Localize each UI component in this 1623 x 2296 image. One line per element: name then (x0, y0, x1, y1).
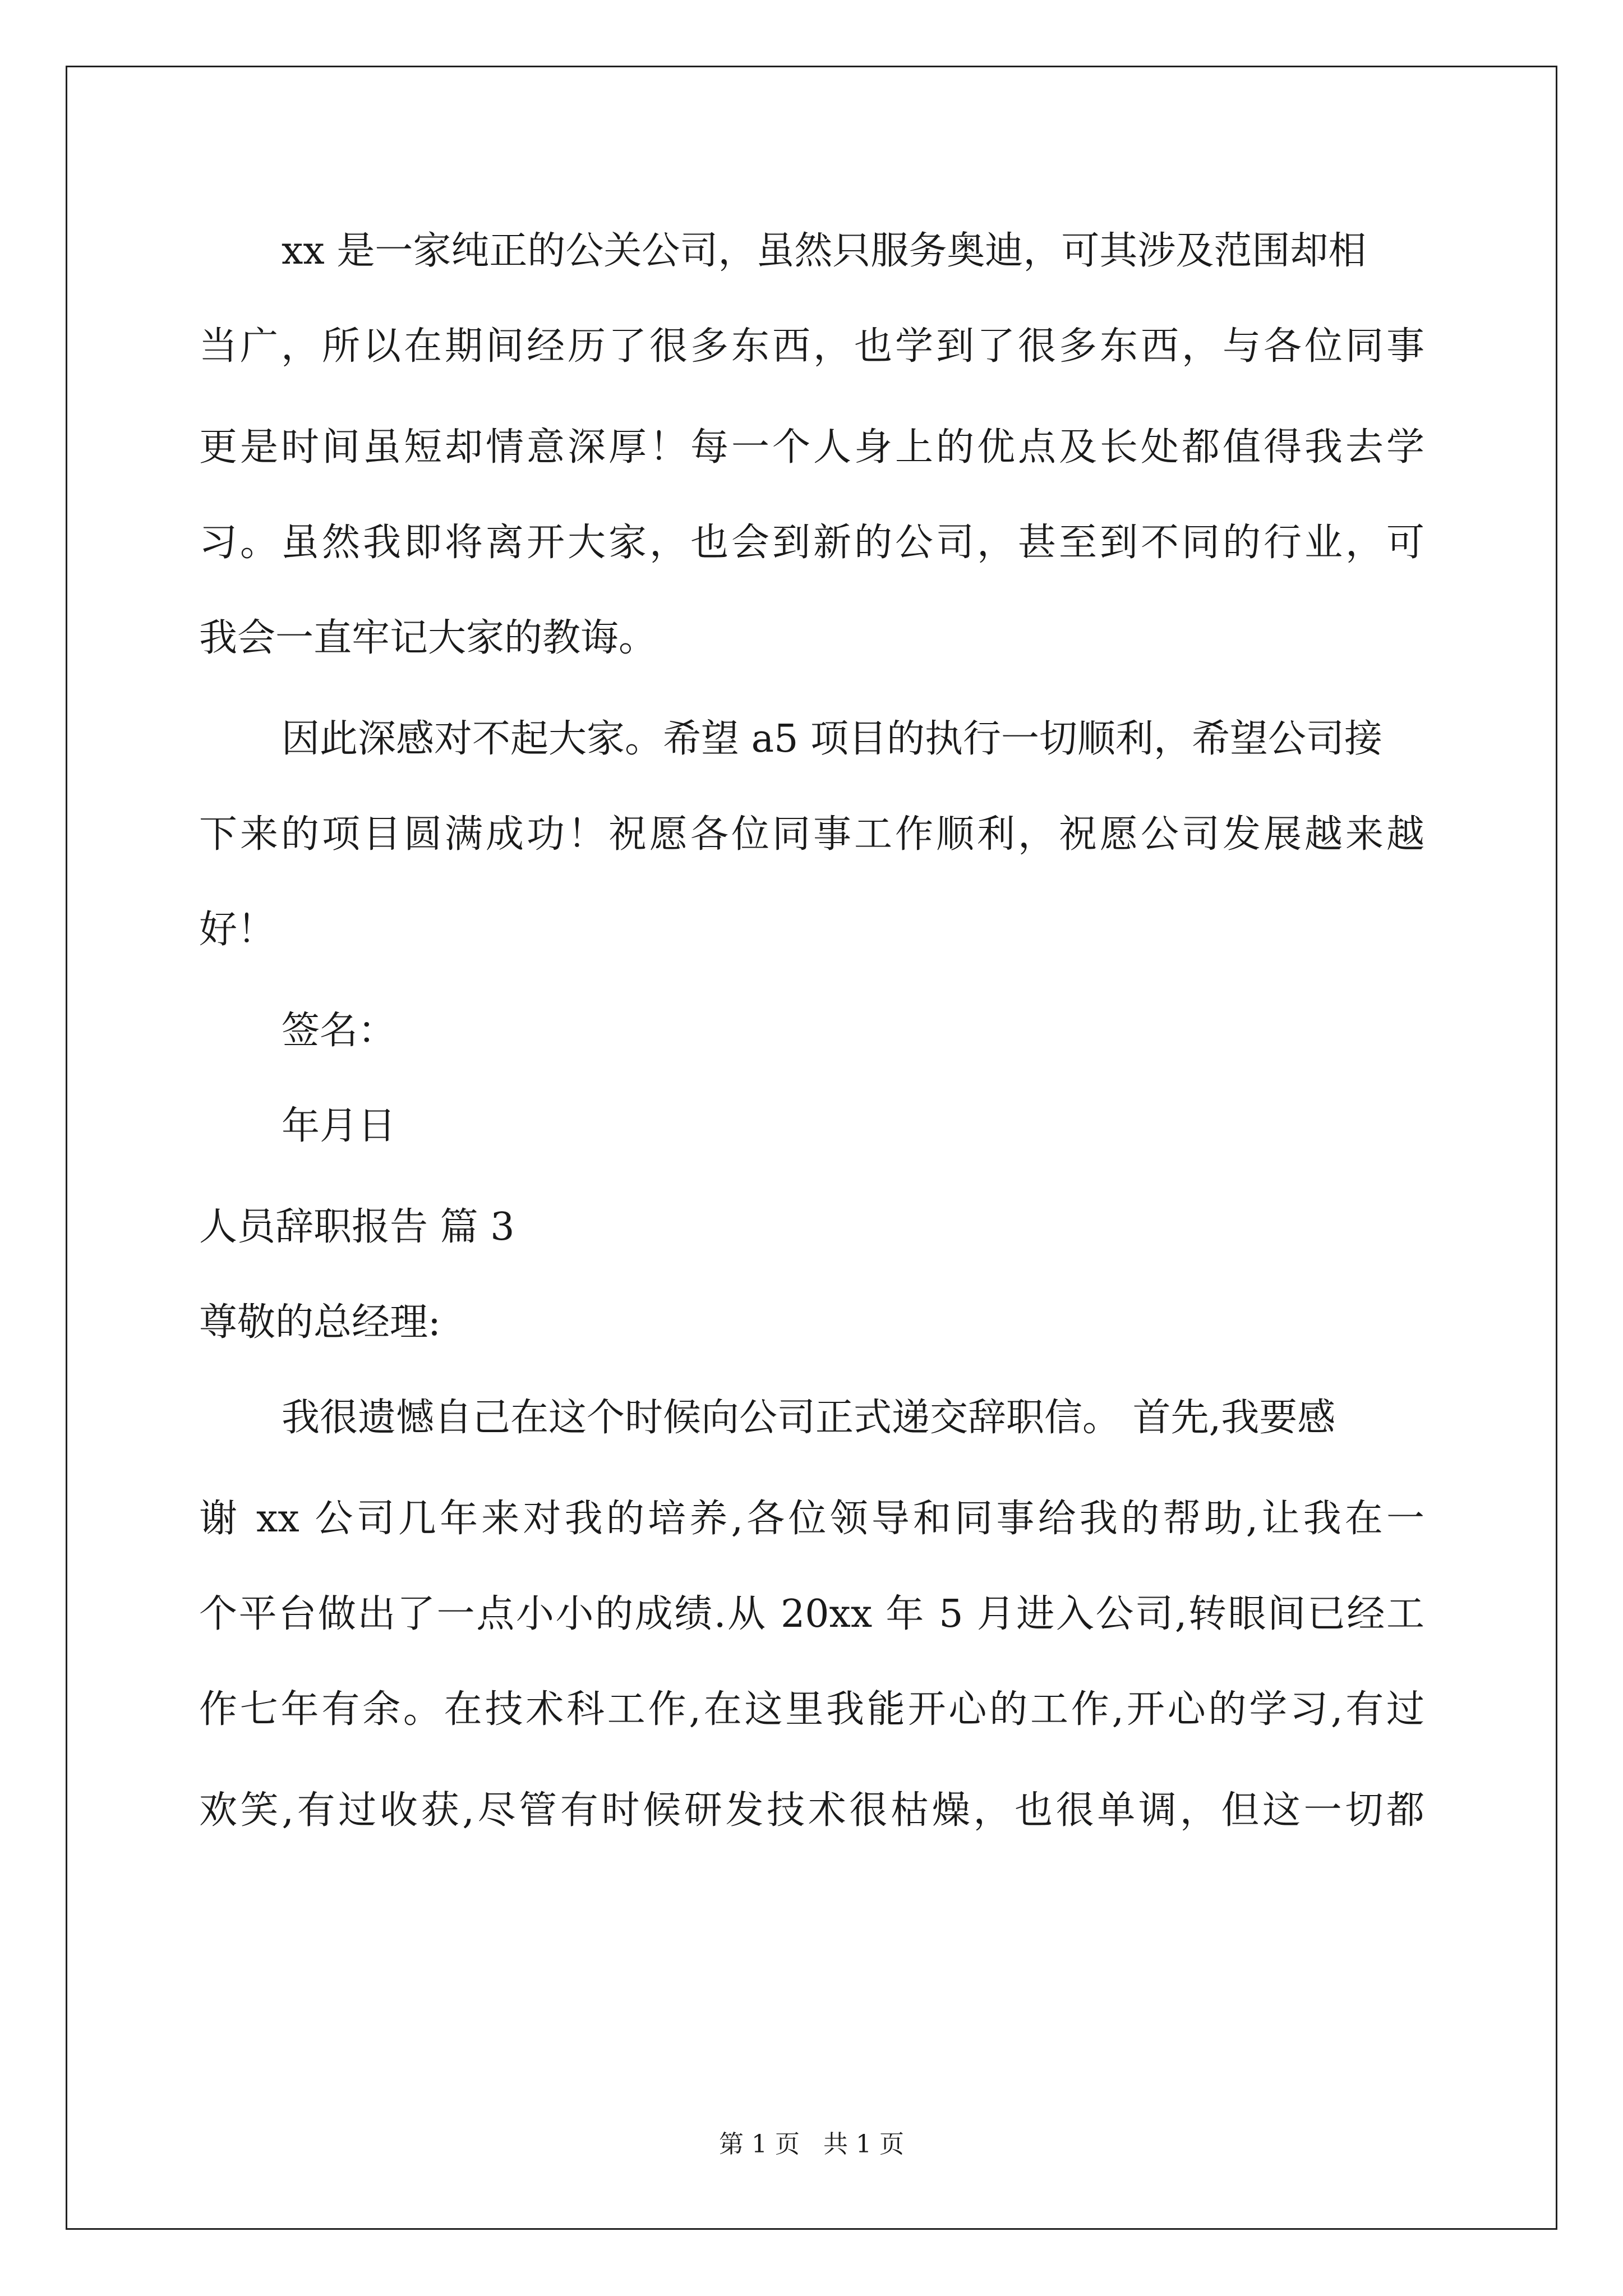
signature-label: 签名： (282, 1009, 396, 1053)
paragraph-1-line-2: 当广，所以在期间经历了很多东西，也学到了很多东西，与各位同事 (199, 324, 1424, 369)
paragraph-1-line-1: xx 是一家纯正的公关公司，虽然只服务奥迪，可其涉及范围却相 (282, 229, 1367, 273)
paragraph-3-line-2: 谢 xx 公司几年来对我的培养,各位领导和同事给我的帮助,让我在一 (199, 1497, 1424, 1541)
paragraph-3-line-3: 个平台做出了一点小小的成绩.从 20xx 年 5 月进入公司,转眼间已经工 (199, 1592, 1424, 1636)
paragraph-3-line-5: 欢笑,有过收获,尽管有时候研发技术很枯燥，也很单调，但这一切都 (199, 1788, 1424, 1833)
paragraph-3-line-4: 作七年有余。在技术科工作,在这里我能开心的工作,开心的学习,有过 (199, 1687, 1424, 1732)
page-number-current: 第 1 页 (719, 2130, 800, 2159)
paragraph-2-line-1: 因此深感对不起大家。希望 a5 项目的执行一切顺利，希望公司接 (282, 717, 1383, 761)
paragraph-3-line-1: 我很遗憾自己在这个时候向公司正式递交辞职信。 首先,我要感 (282, 1396, 1336, 1440)
page-number-total: 共 1 页 (823, 2130, 904, 2159)
paragraph-2-line-3: 好！ (199, 908, 276, 952)
salutation: 尊敬的总经理: (199, 1300, 441, 1345)
section-heading: 人员辞职报告 篇 3 (199, 1205, 515, 1249)
paragraph-1-line-3: 更是时间虽短却情意深厚！每一个人身上的优点及长处都值得我去学 (199, 425, 1424, 470)
date-label: 年月日 (282, 1104, 396, 1148)
paragraph-2-line-2: 下来的项目圆满成功！祝愿各位同事工作顺利，祝愿公司发展越来越 (199, 812, 1424, 857)
paragraph-1-line-4: 习。虽然我即将离开大家，也会到新的公司，甚至到不同的行业，可 (199, 521, 1424, 565)
page-footer (0, 2129, 1623, 2160)
paragraph-1-line-5: 我会一直牢记大家的教诲。 (199, 616, 657, 660)
